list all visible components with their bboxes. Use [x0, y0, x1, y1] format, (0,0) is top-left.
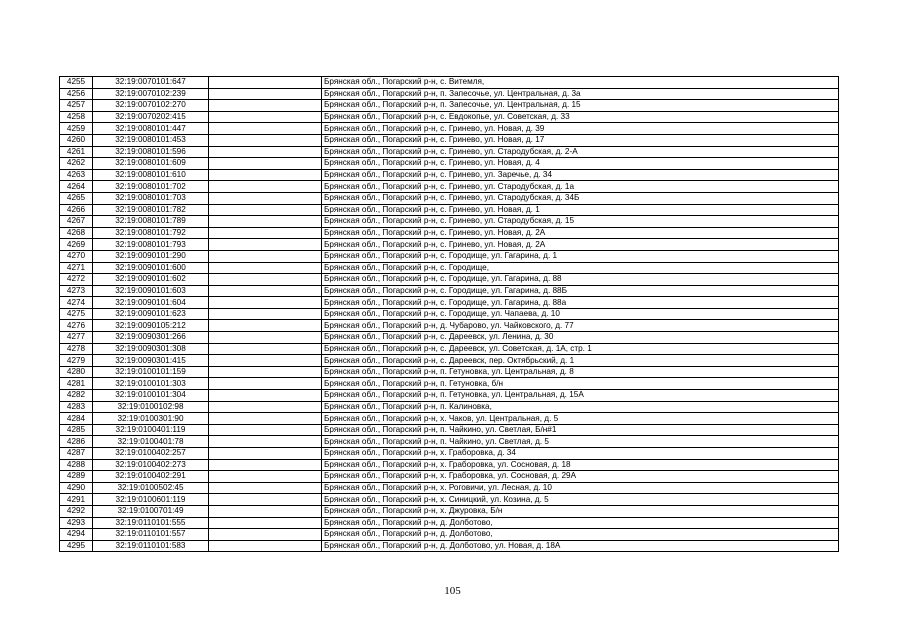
row-number-cell: 4282 [60, 390, 93, 402]
table-row [60, 158, 839, 170]
table-row [60, 482, 839, 494]
table-row [60, 401, 839, 413]
table-row [60, 494, 839, 506]
empty-cell [209, 250, 322, 262]
row-number-cell: 4265 [60, 192, 93, 204]
row-number-cell: 4256 [60, 88, 93, 100]
cadastral-number-cell: 32:19:0070102:270 [93, 100, 209, 112]
cadastral-number-cell: 32:19:0100701:49 [93, 505, 209, 517]
cadastral-number-cell: 32:19:0100101:304 [93, 390, 209, 402]
address-cell: Брянская обл., Погарский р-н, с. Гринево, ул. Стародубская, д. 34Б [322, 192, 839, 204]
address-cell: Брянская обл., Погарский р-н, д. Чубарово, ул. Чайковского, д. 77 [322, 320, 839, 332]
empty-cell [209, 181, 322, 193]
table-row [60, 134, 839, 146]
cadastral-number-cell: 32:19:0080101:703 [93, 192, 209, 204]
table-row [60, 448, 839, 460]
empty-cell [209, 355, 322, 367]
empty-cell [209, 239, 322, 251]
table-row [60, 239, 839, 251]
row-number-cell: 4284 [60, 413, 93, 425]
empty-cell [209, 390, 322, 402]
table-row [60, 100, 839, 112]
address-cell: Брянская обл., Погарский р-н, с. Гринево, ул. Новая, д. 2А [322, 227, 839, 239]
cadastral-number-cell: 32:19:0100502:45 [93, 482, 209, 494]
cadastral-number-cell: 32:19:0100101:303 [93, 378, 209, 390]
address-cell: Брянская обл., Погарский р-н, п. Чайкино, ул. Светлая, Б/н#1 [322, 424, 839, 436]
cadastral-number-cell: 32:19:0110101:557 [93, 529, 209, 541]
empty-cell [209, 262, 322, 274]
table-row [60, 216, 839, 228]
address-cell: Брянская обл., Погарский р-н, д. Долботово, [322, 517, 839, 529]
cadastral-number-cell: 32:19:0100101:159 [93, 366, 209, 378]
empty-cell [209, 227, 322, 239]
row-number-cell: 4281 [60, 378, 93, 390]
row-number-cell: 4275 [60, 308, 93, 320]
address-cell: Брянская обл., Погарский р-н, п. Запесочье, ул. Центральная, д. 3а [322, 88, 839, 100]
row-number-cell: 4263 [60, 169, 93, 181]
empty-cell [209, 297, 322, 309]
address-cell: Брянская обл., Погарский р-н, д. Долботово, ул. Новая, д. 18А [322, 540, 839, 552]
empty-cell [209, 517, 322, 529]
address-cell: Брянская обл., Погарский р-н, с. Дареевск, ул. Ленина, д. 30 [322, 332, 839, 344]
row-number-cell: 4266 [60, 204, 93, 216]
cadastral-number-cell: 32:19:0080101:447 [93, 123, 209, 135]
cadastral-number-cell: 32:19:0090301:308 [93, 343, 209, 355]
cadastral-number-cell: 32:19:0080101:610 [93, 169, 209, 181]
address-cell: Брянская обл., Погарский р-н, с. Гринево, ул. Новая, д. 2А [322, 239, 839, 251]
address-cell: Брянская обл., Погарский р-н, х. Граборовка, ул. Сосновая, д. 29А [322, 471, 839, 483]
cadastral-number-cell: 32:19:0100402:273 [93, 459, 209, 471]
cadastral-number-cell: 32:19:0100102:98 [93, 401, 209, 413]
cadastral-number-cell: 32:19:0080101:453 [93, 134, 209, 146]
cadastral-number-cell: 32:19:0100601:119 [93, 494, 209, 506]
empty-cell [209, 459, 322, 471]
cadastral-number-cell: 32:19:0090301:266 [93, 332, 209, 344]
cadastral-number-cell: 32:19:0100402:257 [93, 448, 209, 460]
address-cell: Брянская обл., Погарский р-н, х. Чаков, ул. Центральная, д. 5 [322, 413, 839, 425]
table-row [60, 378, 839, 390]
row-number-cell: 4293 [60, 517, 93, 529]
cadastral-number-cell: 32:19:0070102:239 [93, 88, 209, 100]
row-number-cell: 4269 [60, 239, 93, 251]
row-number-cell: 4295 [60, 540, 93, 552]
table-row [60, 366, 839, 378]
row-number-cell: 4271 [60, 262, 93, 274]
address-cell: Брянская обл., Погарский р-н, х. Синицкий, ул. Козина, д. 5 [322, 494, 839, 506]
empty-cell [209, 100, 322, 112]
row-number-cell: 4279 [60, 355, 93, 367]
empty-cell [209, 192, 322, 204]
cadastral-number-cell: 32:19:0090101:290 [93, 250, 209, 262]
empty-cell [209, 204, 322, 216]
row-number-cell: 4287 [60, 448, 93, 460]
cadastral-number-cell: 32:19:0080101:792 [93, 227, 209, 239]
table-row [60, 204, 839, 216]
empty-cell [209, 413, 322, 425]
table-row [60, 146, 839, 158]
table-row [60, 505, 839, 517]
cadastral-number-cell: 32:19:0110101:555 [93, 517, 209, 529]
row-number-cell: 4278 [60, 343, 93, 355]
row-number-cell: 4267 [60, 216, 93, 228]
row-number-cell: 4272 [60, 274, 93, 286]
empty-cell [209, 111, 322, 123]
empty-cell [209, 123, 322, 135]
row-number-cell: 4288 [60, 459, 93, 471]
address-cell: Брянская обл., Погарский р-н, с. Городище, [322, 262, 839, 274]
cadastral-number-cell: 32:19:0070202:415 [93, 111, 209, 123]
empty-cell [209, 448, 322, 460]
table-row [60, 320, 839, 332]
table-row [60, 471, 839, 483]
empty-cell [209, 505, 322, 517]
table-row [60, 413, 839, 425]
cadastral-number-cell: 32:19:0100301:90 [93, 413, 209, 425]
address-cell: Брянская обл., Погарский р-н, с. Городище, ул. Гагарина, д. 88Б [322, 285, 839, 297]
address-cell: Брянская обл., Погарский р-н, с. Дареевск, пер. Октябрьский, д. 1 [322, 355, 839, 367]
cadastral-number-cell: 32:19:0090101:600 [93, 262, 209, 274]
cadastral-number-cell: 32:19:0100402:291 [93, 471, 209, 483]
table-row [60, 343, 839, 355]
address-cell: Брянская обл., Погарский р-н, с. Городище, ул. Чапаева, д. 10 [322, 308, 839, 320]
row-number-cell: 4290 [60, 482, 93, 494]
address-cell: Брянская обл., Погарский р-н, х. Джуровка, Б/н [322, 505, 839, 517]
table-row [60, 540, 839, 552]
table-row [60, 459, 839, 471]
table-row [60, 250, 839, 262]
table-row [60, 332, 839, 344]
empty-cell [209, 494, 322, 506]
cadastral-number-cell: 32:19:0080101:793 [93, 239, 209, 251]
cadastral-number-cell: 32:19:0090105:212 [93, 320, 209, 332]
row-number-cell: 4280 [60, 366, 93, 378]
address-cell: Брянская обл., Погарский р-н, х. Граборовка, ул. Сосновая, д. 18 [322, 459, 839, 471]
table-row [60, 285, 839, 297]
cadastral-number-cell: 32:19:0090101:604 [93, 297, 209, 309]
cadastral-number-cell: 32:19:0090301:415 [93, 355, 209, 367]
row-number-cell: 4285 [60, 424, 93, 436]
empty-cell [209, 401, 322, 413]
row-number-cell: 4283 [60, 401, 93, 413]
row-number-cell: 4260 [60, 134, 93, 146]
address-cell: Брянская обл., Погарский р-н, с. Гринево, ул. Новая, д. 1 [322, 204, 839, 216]
row-number-cell: 4289 [60, 471, 93, 483]
table-row [60, 297, 839, 309]
cadastral-number-cell: 32:19:0090101:602 [93, 274, 209, 286]
row-number-cell: 4274 [60, 297, 93, 309]
table-row [60, 390, 839, 402]
address-cell: Брянская обл., Погарский р-н, с. Городище, ул. Гагарина, д. 1 [322, 250, 839, 262]
address-cell: Брянская обл., Погарский р-н, х. Граборовка, д. 34 [322, 448, 839, 460]
row-number-cell: 4259 [60, 123, 93, 135]
cadastral-number-cell: 32:19:0100401:119 [93, 424, 209, 436]
address-cell: Брянская обл., Погарский р-н, п. Гетуновка, ул. Центральная, д. 8 [322, 366, 839, 378]
cadastral-number-cell: 32:19:0080101:702 [93, 181, 209, 193]
row-number-cell: 4262 [60, 158, 93, 170]
address-cell: Брянская обл., Погарский р-н, с. Витемля, [322, 77, 839, 89]
address-cell: Брянская обл., Погарский р-н, х. Роговичи, ул. Лесная, д. 10 [322, 482, 839, 494]
table-row [60, 88, 839, 100]
table-row [60, 424, 839, 436]
registry-table [59, 76, 839, 552]
page-number: 105 [444, 585, 461, 597]
cadastral-number-cell: 32:19:0080101:782 [93, 204, 209, 216]
empty-cell [209, 540, 322, 552]
address-cell: Брянская обл., Погарский р-н, д. Долботово, [322, 529, 839, 541]
address-cell: Брянская обл., Погарский р-н, с. Дареевск, ул. Советская, д. 1А, стр. 1 [322, 343, 839, 355]
row-number-cell: 4264 [60, 181, 93, 193]
table-row [60, 355, 839, 367]
table-row [60, 308, 839, 320]
cadastral-number-cell: 32:19:0110101:583 [93, 540, 209, 552]
empty-cell [209, 308, 322, 320]
empty-cell [209, 366, 322, 378]
registry-table-body [60, 77, 839, 552]
address-cell: Брянская обл., Погарский р-н, с. Гринево, ул. Заречье, д. 34 [322, 169, 839, 181]
table-row [60, 192, 839, 204]
table-row [60, 517, 839, 529]
address-cell: Брянская обл., Погарский р-н, п. Запесочье, ул. Центральная, д. 15 [322, 100, 839, 112]
address-cell: Брянская обл., Погарский р-н, с. Гринево, ул. Стародубская, д. 1а [322, 181, 839, 193]
table-row [60, 274, 839, 286]
empty-cell [209, 88, 322, 100]
empty-cell [209, 378, 322, 390]
row-number-cell: 4261 [60, 146, 93, 158]
cadastral-number-cell: 32:19:0080101:609 [93, 158, 209, 170]
empty-cell [209, 134, 322, 146]
table-row [60, 111, 839, 123]
empty-cell [209, 343, 322, 355]
row-number-cell: 4286 [60, 436, 93, 448]
address-cell: Брянская обл., Погарский р-н, с. Евдокопье, ул. Советская, д. 33 [322, 111, 839, 123]
table-row [60, 227, 839, 239]
cadastral-number-cell: 32:19:0080101:596 [93, 146, 209, 158]
cadastral-number-cell: 32:19:0090101:623 [93, 308, 209, 320]
empty-cell [209, 471, 322, 483]
empty-cell [209, 146, 322, 158]
table-row [60, 169, 839, 181]
address-cell: Брянская обл., Погарский р-н, с. Городище, ул. Гагарина, д. 88 [322, 274, 839, 286]
row-number-cell: 4257 [60, 100, 93, 112]
empty-cell [209, 320, 322, 332]
empty-cell [209, 169, 322, 181]
empty-cell [209, 482, 322, 494]
empty-cell [209, 216, 322, 228]
row-number-cell: 4294 [60, 529, 93, 541]
row-number-cell: 4277 [60, 332, 93, 344]
address-cell: Брянская обл., Погарский р-н, п. Калиновка, [322, 401, 839, 413]
empty-cell [209, 285, 322, 297]
address-cell: Брянская обл., Погарский р-н, с. Гринево, ул. Новая, д. 4 [322, 158, 839, 170]
table-row [60, 77, 839, 89]
empty-cell [209, 332, 322, 344]
cadastral-number-cell: 32:19:0100401:78 [93, 436, 209, 448]
row-number-cell: 4258 [60, 111, 93, 123]
table-row [60, 123, 839, 135]
address-cell: Брянская обл., Погарский р-н, п. Гетуновка, ул. Центральная, д. 15А [322, 390, 839, 402]
row-number-cell: 4276 [60, 320, 93, 332]
empty-cell [209, 158, 322, 170]
address-cell: Брянская обл., Погарский р-н, с. Городище, ул. Гагарина, д. 88а [322, 297, 839, 309]
row-number-cell: 4270 [60, 250, 93, 262]
cadastral-number-cell: 32:19:0070101:647 [93, 77, 209, 89]
address-cell: Брянская обл., Погарский р-н, п. Чайкино, ул. Светлая, д. 5 [322, 436, 839, 448]
cadastral-number-cell: 32:19:0090101:603 [93, 285, 209, 297]
row-number-cell: 4292 [60, 505, 93, 517]
row-number-cell: 4291 [60, 494, 93, 506]
row-number-cell: 4255 [60, 77, 93, 89]
address-cell: Брянская обл., Погарский р-н, с. Гринево, ул. Новая, д. 39 [322, 123, 839, 135]
table-row [60, 529, 839, 541]
row-number-cell: 4273 [60, 285, 93, 297]
empty-cell [209, 424, 322, 436]
address-cell: Брянская обл., Погарский р-н, п. Гетуновка, б/н [322, 378, 839, 390]
address-cell: Брянская обл., Погарский р-н, с. Гринево, ул. Стародубская, д. 15 [322, 216, 839, 228]
address-cell: Брянская обл., Погарский р-н, с. Гринево, ул. Стародубская, д. 2-А [322, 146, 839, 158]
cadastral-number-cell: 32:19:0080101:789 [93, 216, 209, 228]
empty-cell [209, 274, 322, 286]
row-number-cell: 4268 [60, 227, 93, 239]
table-row [60, 436, 839, 448]
empty-cell [209, 77, 322, 89]
table-row [60, 262, 839, 274]
empty-cell [209, 436, 322, 448]
empty-cell [209, 529, 322, 541]
table-row [60, 181, 839, 193]
address-cell: Брянская обл., Погарский р-н, с. Гринево, ул. Новая, д. 17 [322, 134, 839, 146]
